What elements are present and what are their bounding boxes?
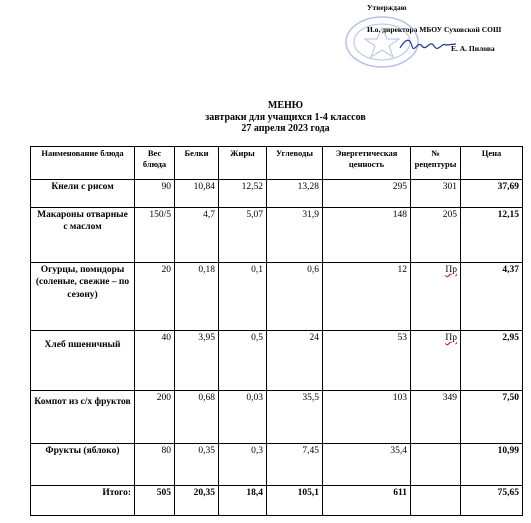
dish-recipe: Пр bbox=[411, 263, 461, 331]
dish-energy: 53 bbox=[323, 331, 411, 391]
dish-carbs: 0,6 bbox=[267, 263, 323, 331]
column-header: Жиры bbox=[219, 147, 267, 180]
total-energy: 611 bbox=[323, 486, 411, 516]
approval-signatory: Е. А. Пилова bbox=[451, 44, 495, 53]
dish-fat: 0,5 bbox=[219, 331, 267, 391]
dish-carbs: 7,45 bbox=[267, 444, 323, 486]
dish-name: Макароны отварные с маслом bbox=[31, 208, 135, 263]
dish-price: 7,50 bbox=[461, 391, 523, 444]
dish-recipe bbox=[411, 444, 461, 486]
menu-date: 27 апреля 2023 года bbox=[241, 123, 330, 134]
dish-name: Огурцы, помидоры (соленые, свежие – по сезону) bbox=[31, 263, 135, 331]
dish-name: Кнели с рисом bbox=[31, 180, 135, 208]
dish-price: 12,15 bbox=[461, 208, 523, 263]
dish-recipe: 349 bbox=[411, 391, 461, 444]
dish-carbs: 24 bbox=[267, 331, 323, 391]
column-header: Цена bbox=[461, 147, 523, 180]
dish-weight: 80 bbox=[135, 444, 175, 486]
dish-weight: 40 bbox=[135, 331, 175, 391]
column-header: № рецептуры bbox=[411, 147, 461, 180]
dish-recipe: Пр bbox=[411, 331, 461, 391]
total-fat: 18,4 bbox=[219, 486, 267, 516]
dish-protein: 0,18 bbox=[175, 263, 219, 331]
table-row bbox=[31, 444, 523, 486]
dish-name: Фрукты (яблоко) bbox=[31, 444, 135, 486]
dish-energy: 35,4 bbox=[323, 444, 411, 486]
total-protein: 20,35 bbox=[175, 486, 219, 516]
total-label: Итого: bbox=[31, 486, 135, 516]
dish-carbs: 35,5 bbox=[267, 391, 323, 444]
table-header-row bbox=[31, 147, 523, 180]
total-recipe bbox=[411, 486, 461, 516]
approval-heading: Утверждаю bbox=[367, 3, 407, 12]
column-header: Энергетическая ценность bbox=[323, 147, 411, 180]
table-row bbox=[31, 391, 523, 444]
dish-price: 4,37 bbox=[461, 263, 523, 331]
dish-fat: 0,03 bbox=[219, 391, 267, 444]
dish-energy: 295 bbox=[323, 180, 411, 208]
column-header: Углеводы bbox=[267, 147, 323, 180]
total-weight: 505 bbox=[135, 486, 175, 516]
dish-carbs: 13,28 bbox=[267, 180, 323, 208]
dish-fat: 0,1 bbox=[219, 263, 267, 331]
total-carbs: 105,1 bbox=[267, 486, 323, 516]
dish-name: Хлеб пшеничный bbox=[31, 331, 135, 391]
dish-carbs: 31,9 bbox=[267, 208, 323, 263]
table-row bbox=[31, 331, 523, 391]
dish-energy: 12 bbox=[323, 263, 411, 331]
column-header: Вес блюда bbox=[135, 147, 175, 180]
approval-position: И.о. директора МБОУ Суховской СОШ bbox=[367, 25, 502, 34]
column-header: Наименование блюда bbox=[31, 147, 135, 180]
dish-weight: 90 bbox=[135, 180, 175, 208]
dish-price: 37,69 bbox=[461, 180, 523, 208]
dish-weight: 200 bbox=[135, 391, 175, 444]
dish-weight: 20 bbox=[135, 263, 175, 331]
table-row bbox=[31, 180, 523, 208]
page-subtitle: завтраки для учащихся 1-4 классов bbox=[205, 112, 366, 123]
dish-price: 10,99 bbox=[461, 444, 523, 486]
dish-protein: 3,95 bbox=[175, 331, 219, 391]
column-header: Белки bbox=[175, 147, 219, 180]
dish-fat: 0,3 bbox=[219, 444, 267, 486]
total-price: 75,65 bbox=[461, 486, 523, 516]
dish-protein: 4,7 bbox=[175, 208, 219, 263]
dish-fat: 5,07 bbox=[219, 208, 267, 263]
dish-protein: 0,35 bbox=[175, 444, 219, 486]
dish-fat: 12,52 bbox=[219, 180, 267, 208]
dish-protein: 0,68 bbox=[175, 391, 219, 444]
dish-recipe: 205 bbox=[411, 208, 461, 263]
page-title: МЕНЮ bbox=[267, 100, 304, 111]
menu-table bbox=[30, 146, 523, 516]
dish-name: Компот из с/х фруктов bbox=[31, 391, 135, 444]
dish-protein: 10,84 bbox=[175, 180, 219, 208]
dish-price: 2,95 bbox=[461, 331, 523, 391]
dish-weight: 150/5 bbox=[135, 208, 175, 263]
table-row bbox=[31, 263, 523, 331]
dish-recipe: 301 bbox=[411, 180, 461, 208]
dish-energy: 148 bbox=[323, 208, 411, 263]
table-row bbox=[31, 208, 523, 263]
dish-energy: 103 bbox=[323, 391, 411, 444]
signature-icon bbox=[398, 36, 458, 52]
total-row bbox=[31, 486, 523, 516]
